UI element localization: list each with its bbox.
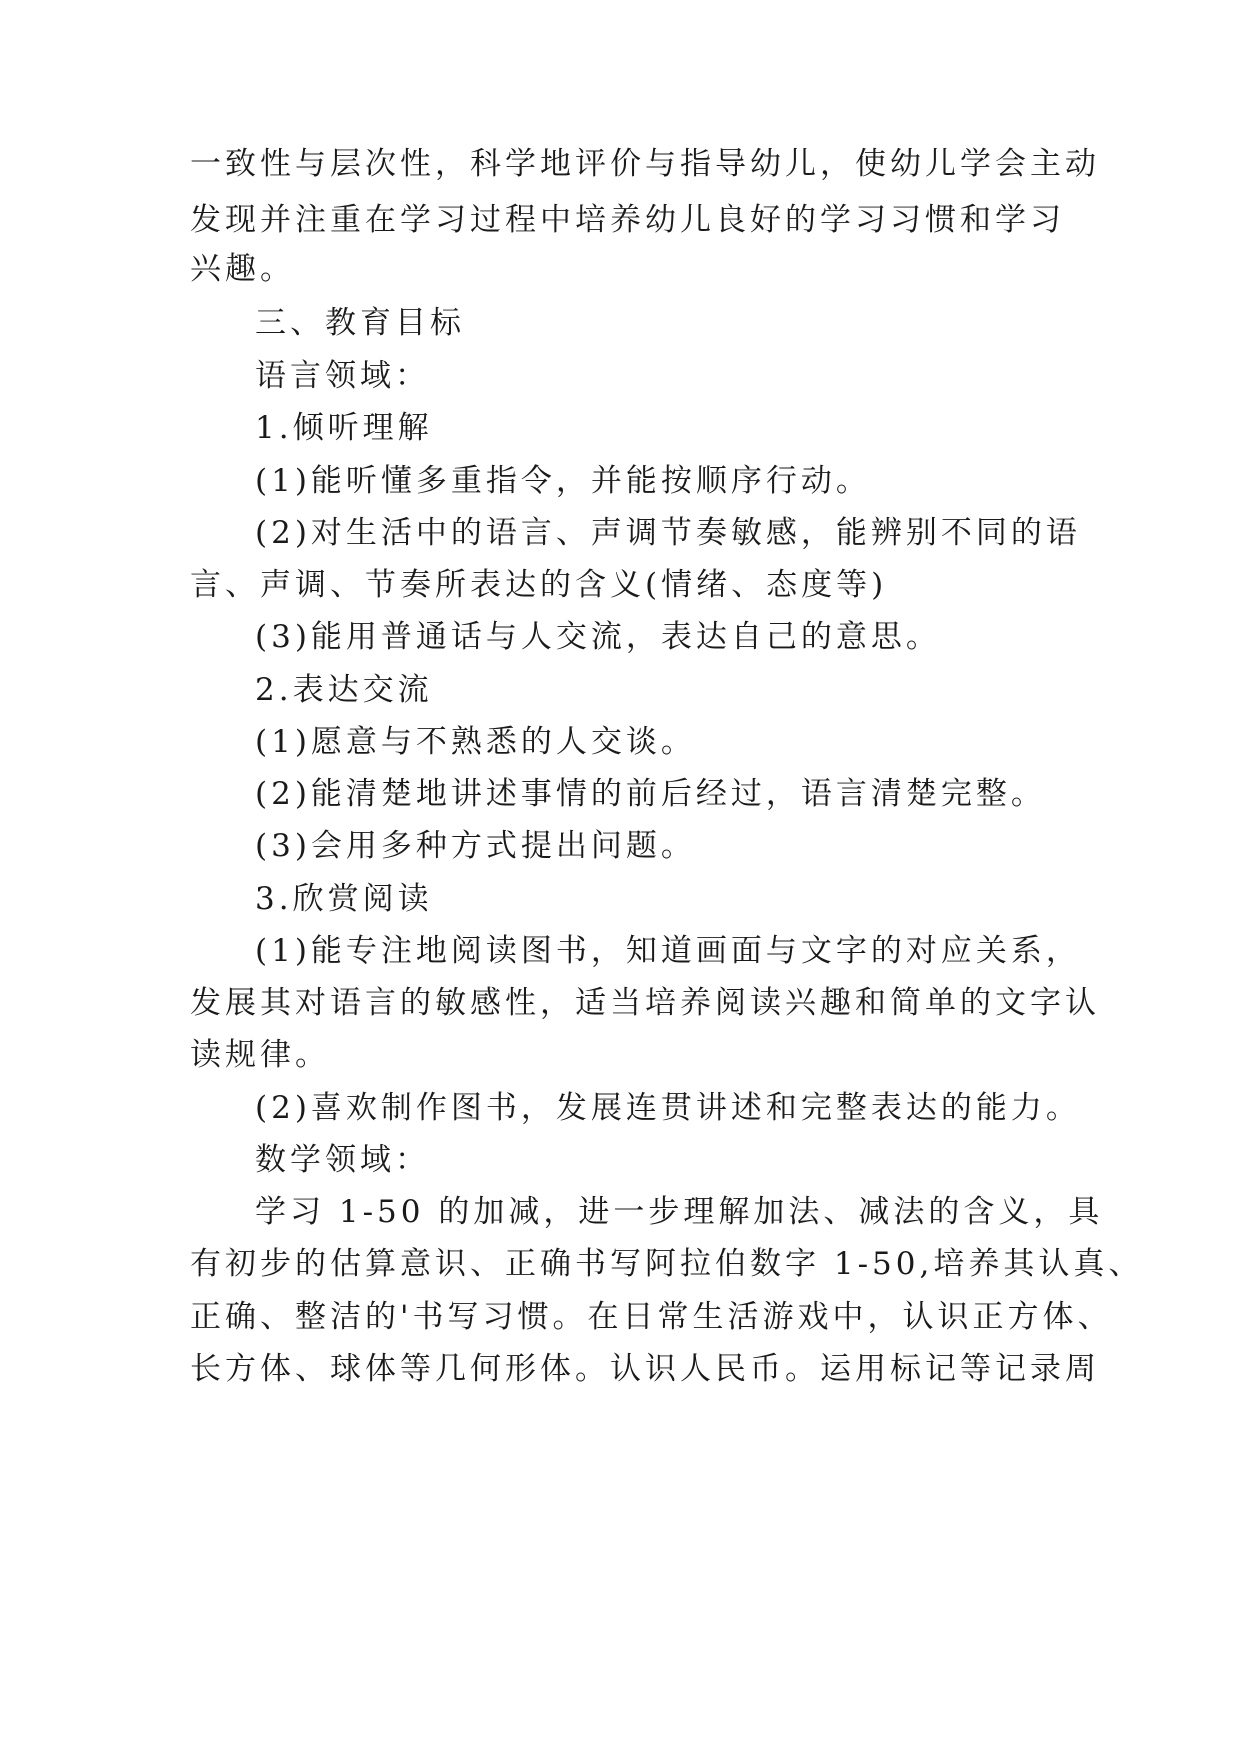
text-line: 学习 1-50 的加减，进一步理解加法、减法的含义，具 [255,1194,1104,1230]
text-line: 有初步的估算意识、正确书写阿拉伯数字 1-50,培养其认真、 [190,1246,1144,1282]
list-item: (2)对生活中的语言、声调节奏敏感，能辨别不同的语 [255,515,1081,551]
text-line: 发展其对语言的敏感性，适当培养阅读兴趣和简单的文字认 [190,985,1100,1021]
text-line: 长方体、球体等几何形体。认识人民币。运用标记等记录周 [190,1351,1100,1387]
numbered-heading: 1.倾听理解 [255,410,433,446]
subsection-heading: 数学领域： [255,1142,430,1178]
numbered-heading: 3.欣赏阅读 [255,881,433,917]
text-line: 读规律。 [190,1037,330,1073]
list-item: (1)能听懂多重指令，并能按顺序行动。 [255,463,871,499]
list-item: (3)能用普通话与人交流，表达自己的意思。 [255,619,941,655]
numbered-heading: 2.表达交流 [255,672,433,708]
list-item: (2)喜欢制作图书，发展连贯讲述和完整表达的能力。 [255,1090,1081,1126]
text-line: 正确、整洁的'书写习惯。在日常生活游戏中，认识正方体、 [190,1299,1113,1335]
text-line: 兴趣。 [190,251,295,287]
subsection-heading: 语言领域： [255,358,430,394]
text-line: 一致性与层次性，科学地评价与指导幼儿，使幼儿学会主动 [190,146,1100,182]
text-line: 发现并注重在学习过程中培养幼儿良好的学习习惯和学习 [190,202,1065,238]
list-item: (1)愿意与不熟悉的人交谈。 [255,724,696,760]
list-item: (2)能清楚地讲述事情的前后经过，语言清楚完整。 [255,776,1046,812]
section-heading: 三、教育目标 [255,305,465,341]
list-item: (1)能专注地阅读图书，知道画面与文字的对应关系， [255,933,1081,969]
text-line: 言、声调、节奏所表达的含义(情绪、态度等) [190,567,888,603]
list-item: (3)会用多种方式提出问题。 [255,828,696,864]
